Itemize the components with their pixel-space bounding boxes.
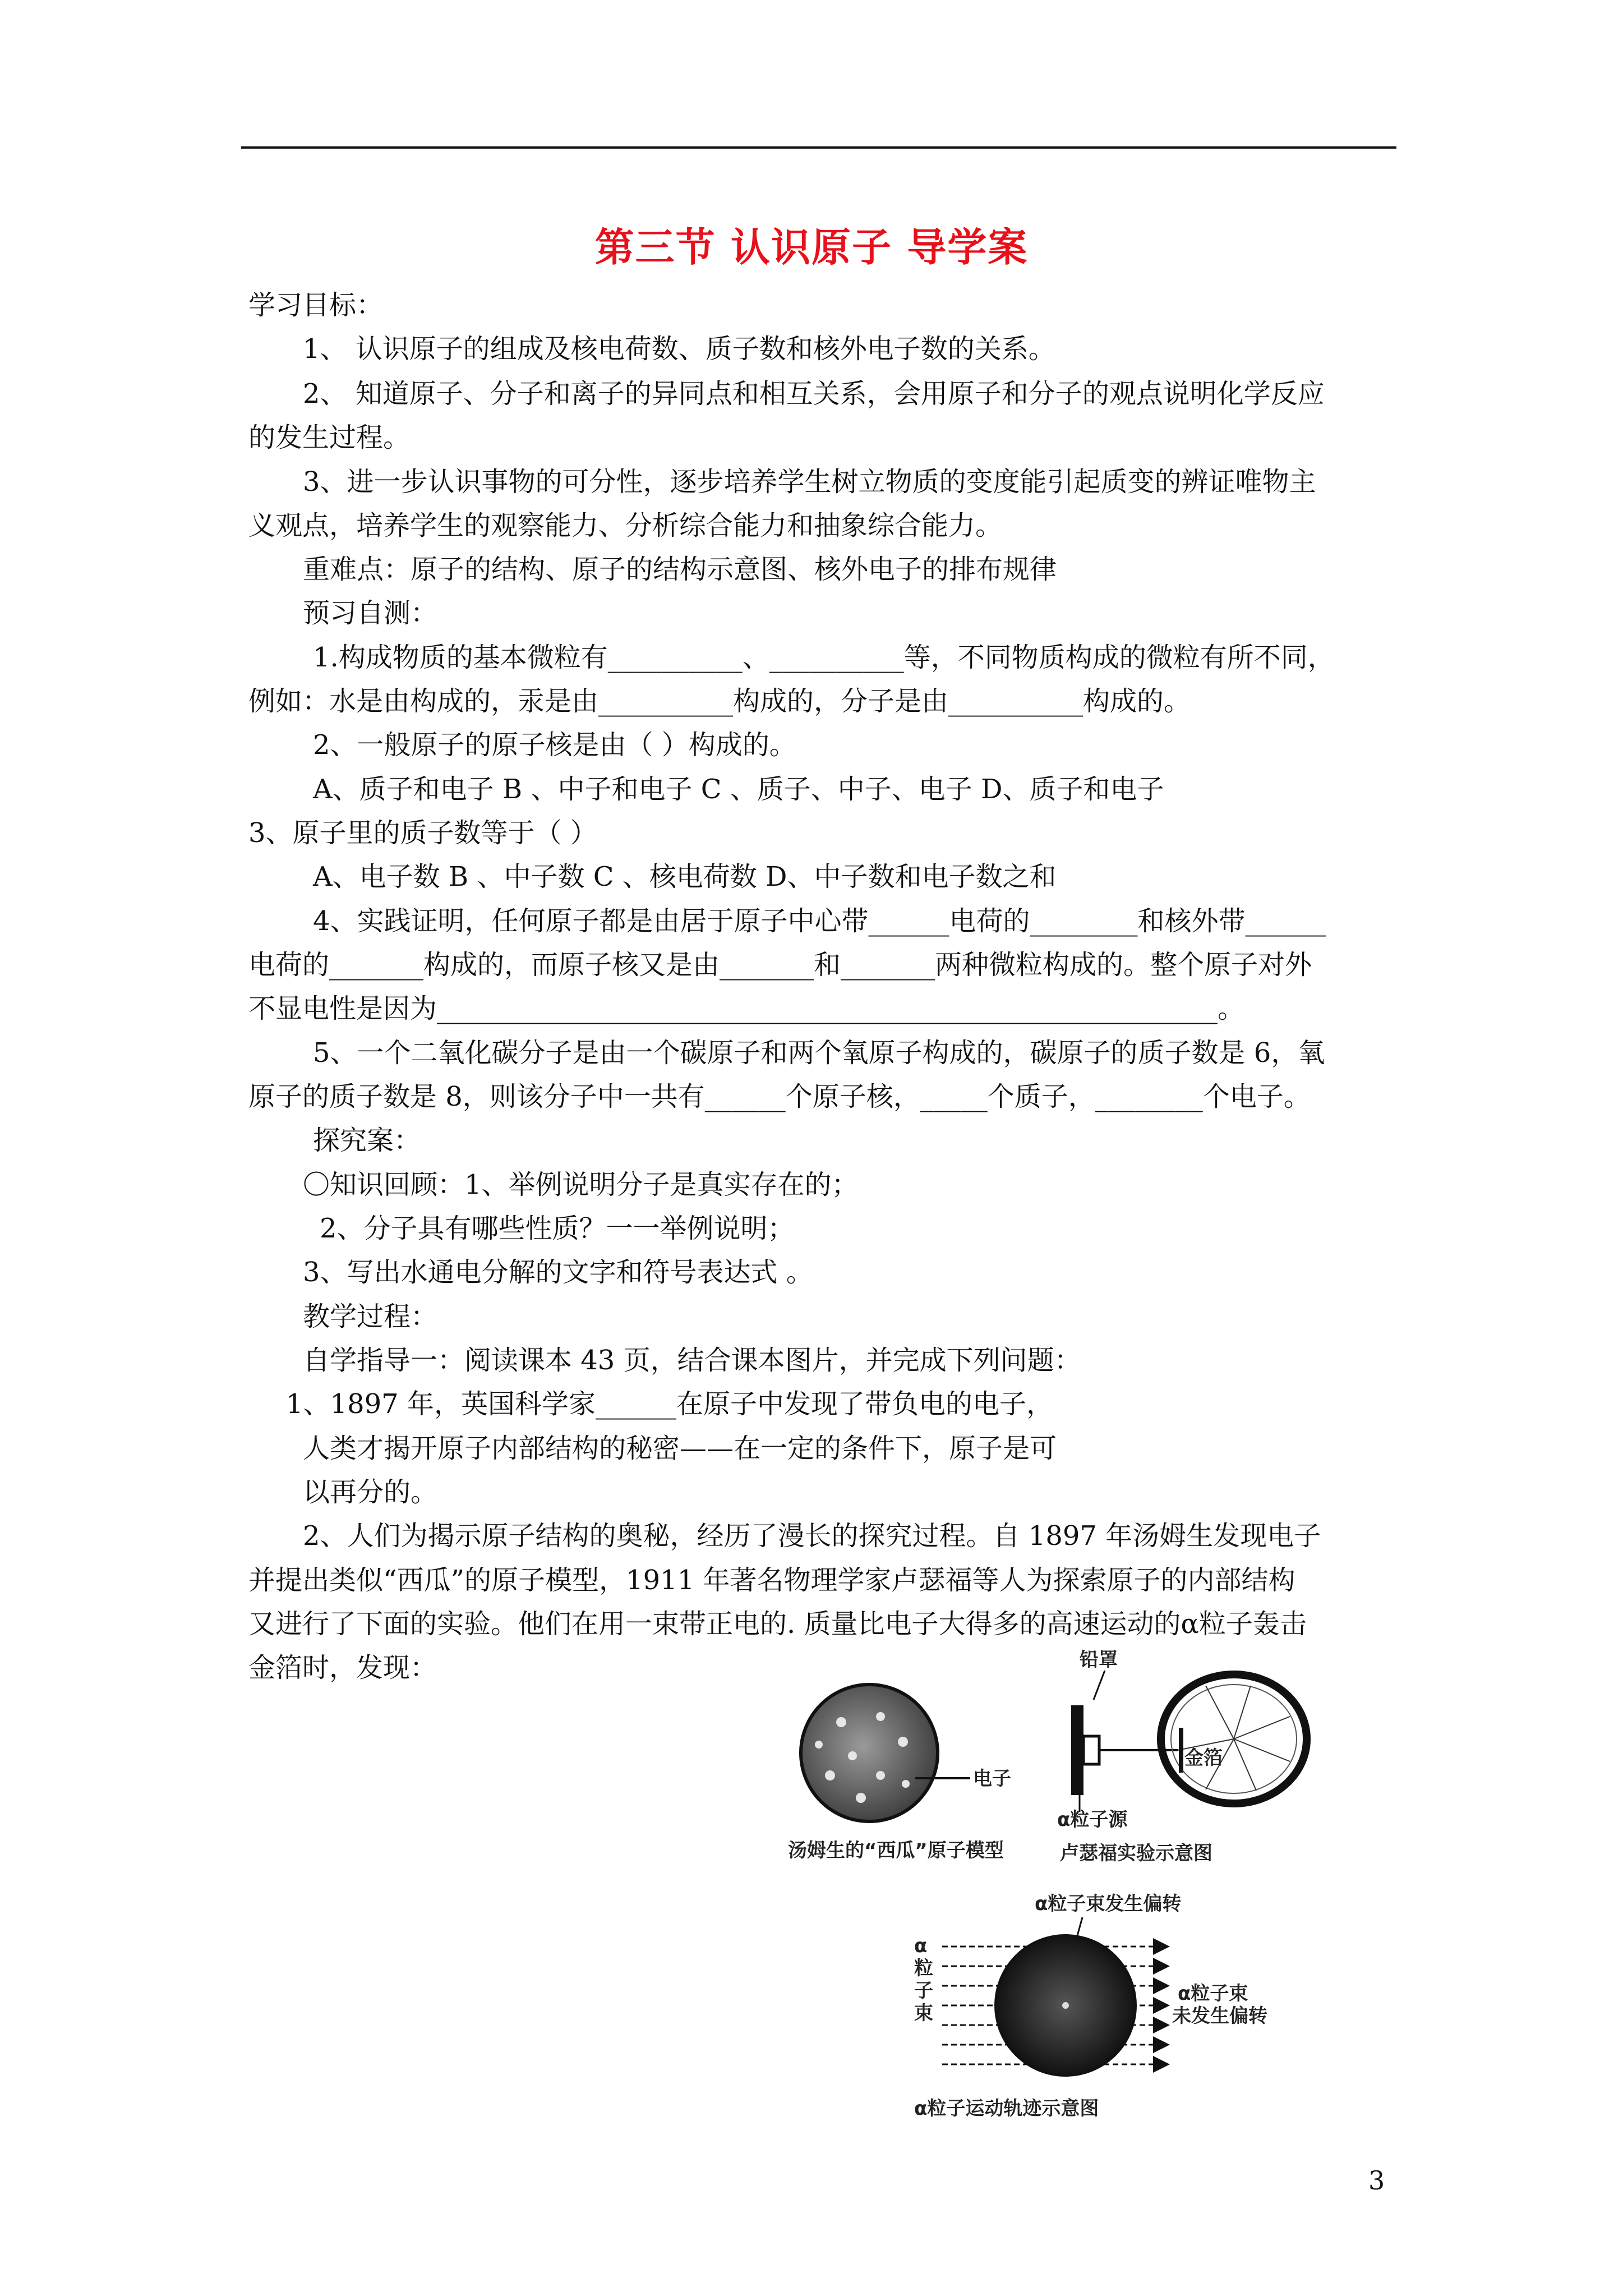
svg-text:α: α: [914, 1935, 928, 1957]
alpha-source-label: α粒子源: [1057, 1809, 1128, 1831]
text-line: 5、一个二氧化碳分子是由一个碳原子和两个氧原子构成的，碳原子的质子数是 6，氧: [313, 1037, 1325, 1069]
text-line: A、电子数 B 、中子数 C 、核电荷数 D、中子数和电子数之和: [313, 861, 1057, 892]
alpha-trajectory-figure: [903, 1890, 1318, 2126]
trajectory-caption: α粒子运动轨迹示意图: [914, 2097, 1099, 2120]
svg-text:粒: 粒: [914, 1957, 933, 1980]
nucleus-icon: [1062, 2002, 1069, 2009]
text-line: 以再分的。: [303, 1476, 438, 1508]
text-line: 重难点：原子的结构、原子的结构示意图、核外电子的排布规律: [303, 554, 1057, 585]
text-line: 学习目标：: [248, 289, 384, 321]
text-line: 人类才揭开原子内部结构的秘密——在一定的条件下，原子是可: [303, 1433, 1057, 1464]
electron-label: 电子: [973, 1768, 1011, 1790]
lead-screen-label: 铅罩: [1080, 1649, 1118, 1671]
gold-foil-label: 金箔: [1184, 1747, 1223, 1769]
undeflected-label-1: α粒子束: [1178, 1982, 1248, 2005]
lead-shield-icon: [1071, 1705, 1083, 1795]
thomson-model-figure: [785, 1677, 1066, 1868]
header-rule: [241, 146, 1396, 149]
undeflected-label-2: 未发生偏转: [1172, 2005, 1267, 2027]
svg-text:子: 子: [914, 1980, 933, 2002]
alpha-beam-vertical-label: [914, 1935, 933, 2024]
text-line: A、质子和电子 B 、中子和电子 C 、质子、中子、电子 D、质子和电子: [313, 774, 1164, 805]
text-line: 1、 认识原子的组成及核电荷数、质子数和核外电子数的关系。: [303, 333, 1055, 365]
rutherford-caption: 卢瑟福实验示意图: [1060, 1842, 1212, 1865]
text-line: 义观点，培养学生的观察能力、分析综合能力和抽象综合能力。: [248, 510, 1003, 541]
svg-text:束: 束: [914, 2002, 933, 2024]
text-line: 的发生过程。: [248, 422, 411, 453]
text-line: 又进行了下面的实验。他们在用一束带正电的. 质量比电子大得多的高速运动的α粒子轰击: [248, 1608, 1307, 1640]
text-line: 探究案：: [313, 1125, 421, 1156]
text-line: 2、一般原子的原子核是由（ ）构成的。: [313, 729, 796, 761]
text-line: 3、进一步认识事物的可分性，逐步培养学生树立物质的变度能引起质变的辨证唯物主: [303, 466, 1316, 498]
page-title: 第三节 认识原子 导学案: [594, 224, 1029, 270]
rutherford-experiment-figure: [1054, 1644, 1318, 1868]
text-line: 原子的质子数是 8，则该分子中一共有______个原子核，_____个质子，________个电子。: [248, 1081, 1311, 1112]
text-line: 不显电性是因为__________________________________________________________。: [248, 993, 1245, 1024]
text-line: 4、实践证明，任何原子都是由居于原子中心带______电荷的________和核外带______: [313, 905, 1326, 937]
text-line: 1.构成物质的基本微粒有__________、__________等，不同物质构成的微粒有所不同，: [313, 642, 1335, 673]
page-number: 3: [1368, 2165, 1385, 2196]
text-line: 1、1897 年，英国科学家______在原子中发现了带负电的电子，: [286, 1388, 1053, 1420]
text-line: 电荷的_______构成的，而原子核又是由_______和_______两种微粒构成的。整个原子对外: [248, 949, 1312, 981]
text-line: 预习自测：: [303, 597, 438, 629]
text-line: 并提出类似“西瓜”的原子模型，1911 年著名物理学家卢瑟福等人为探索原子的内部结构: [248, 1565, 1295, 1596]
text-line: 例如：水是由构成的，汞是由__________构成的，分子是由__________构成的。: [248, 685, 1191, 717]
text-line: 3、原子里的质子数等于（ ）: [248, 817, 597, 849]
text-line: 2、人们为揭示原子结构的奥秘，经历了漫长的探究过程。自 1897 年汤姆生发现电子: [303, 1520, 1321, 1552]
text-line: 自学指导一：阅读课本 43 页，结合课本图片，并完成下列问题：: [303, 1345, 1081, 1376]
text-line: 2、分子具有哪些性质？一一举例说明；: [320, 1213, 795, 1244]
text-line: 2、 知道原子、分子和离子的异同点和相互关系，会用原子和分子的观点说明化学反应: [303, 378, 1325, 409]
scatter-lines-icon: [1178, 1686, 1290, 1791]
thomson-caption: 汤姆生的“西瓜”原子模型: [788, 1839, 1004, 1862]
gold-foil-icon: [1179, 1728, 1183, 1773]
text-line: 〇知识回顾：1、举例说明分子是真实存在的；: [303, 1169, 859, 1200]
deflected-beam-label: α粒子束发生偏转: [1035, 1893, 1182, 1915]
atom-sphere-icon: [801, 1685, 938, 1821]
text-line: 3、写出水通电分解的文字和符号表达式 。: [303, 1257, 813, 1288]
text-line: 教学过程：: [303, 1301, 438, 1332]
text-line: 金箔时，发现：: [248, 1652, 437, 1683]
